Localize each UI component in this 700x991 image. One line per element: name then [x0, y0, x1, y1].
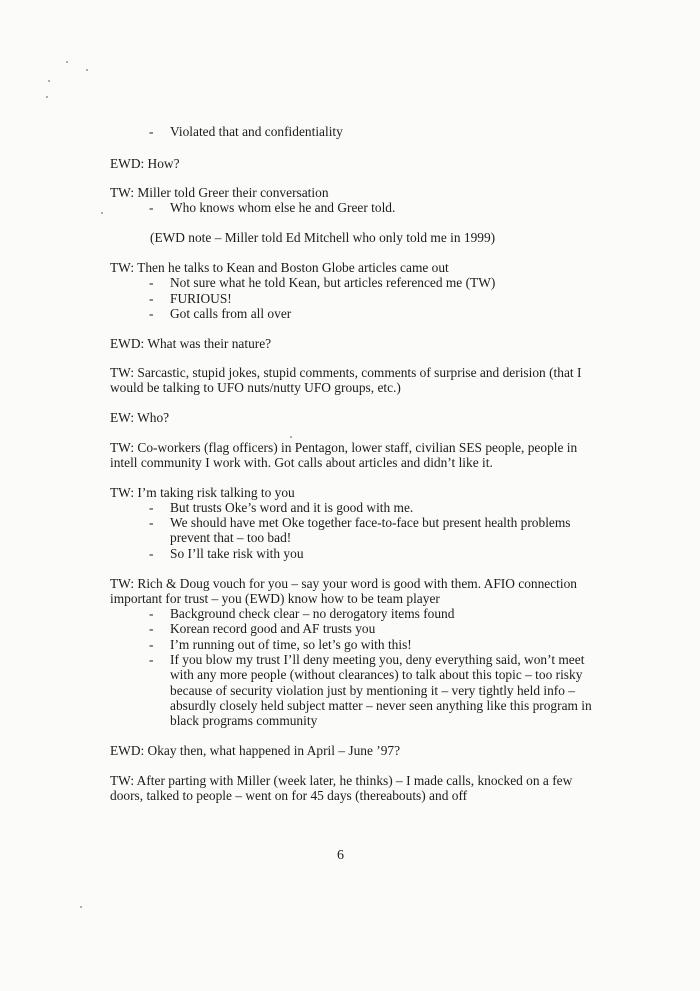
bullet-dash: -: [149, 546, 154, 561]
dialogue-line: TW: After parting with Miller (week later, he thinks) – I made calls, knocked on a few: [110, 773, 573, 788]
scan-speck: [101, 212, 103, 214]
bullet-dash: -: [149, 515, 154, 530]
dialogue-line: TW: Rich & Doug vouch for you – say your word is good with them. AFIO connection: [110, 576, 577, 591]
list-item: [149, 515, 571, 531]
list-item: [149, 621, 376, 637]
bullet-dash: -: [149, 291, 154, 306]
bullet-dash: -: [149, 652, 154, 667]
list-item-text: But trusts Oke’s word and it is good with me.: [170, 500, 414, 515]
list-item-text: Violated that and confidentiality: [170, 124, 343, 139]
list-item-continuation: prevent that – too bad!: [170, 530, 292, 545]
dialogue-line: TW: I’m taking risk talking to you: [110, 485, 295, 500]
list-item-continuation: because of security violation just by mentioning it – very tightly held info –: [170, 683, 575, 698]
dialogue-line: EW: Who?: [110, 410, 170, 425]
list-item: [149, 275, 496, 291]
list-item: [149, 291, 232, 307]
bullet-dash: -: [149, 124, 154, 139]
scan-speck: [48, 80, 50, 82]
list-item-text: Not sure what he told Kean, but articles referenced me (TW): [170, 275, 496, 290]
list-item-text: Background check clear – no derogatory items found: [170, 606, 455, 621]
bullet-dash: -: [149, 500, 154, 515]
list-item-text: If you blow my trust I’ll deny meeting you, deny everything said, won’t meet: [170, 652, 585, 667]
list-item-text: So I’ll take risk with you: [170, 546, 304, 561]
list-item: [149, 652, 585, 668]
dialogue-line: EWD: How?: [110, 156, 180, 171]
list-item-text: FURIOUS!: [170, 291, 232, 306]
editor-note: (EWD note – Miller told Ed Mitchell who only told me in 1999): [150, 230, 496, 245]
dialogue-line: would be talking to UFO nuts/nutty UFO groups, etc.): [110, 380, 401, 395]
list-item: [149, 124, 343, 140]
bullet-dash: -: [149, 306, 154, 321]
dialogue-line: intell community I work with. Got calls about articles and didn’t like it.: [110, 455, 493, 470]
dialogue-line: doors, talked to people – went on for 45 days (thereabouts) and off: [110, 788, 468, 803]
dialogue-line: EWD: What was their nature?: [110, 336, 272, 351]
scan-speck: [80, 906, 82, 908]
dialogue-line: TW: Sarcastic, stupid jokes, stupid comments, comments of surprise and derision (that I: [110, 365, 582, 380]
list-item: [149, 200, 396, 216]
list-item: [149, 306, 292, 322]
dialogue-line: TW: Co-workers (flag officers) in Pentagon, lower staff, civilian SES people, people in: [110, 440, 578, 455]
bullet-dash: -: [149, 200, 154, 215]
bullet-dash: -: [149, 606, 154, 621]
scan-speck: [290, 436, 292, 438]
scan-speck: [86, 69, 88, 71]
page-number: 6: [337, 848, 344, 863]
scan-speck: [46, 96, 48, 98]
dialogue-line: TW: Then he talks to Kean and Boston Globe articles came out: [110, 260, 449, 275]
dialogue-line: important for trust – you (EWD) know how to be team player: [110, 591, 440, 606]
scan-speck: [66, 61, 68, 63]
dialogue-line: TW: Miller told Greer their conversation: [110, 185, 329, 200]
bullet-dash: -: [149, 621, 154, 636]
bullet-dash: -: [149, 275, 154, 290]
list-item: [149, 546, 304, 562]
list-item-text: Got calls from all over: [170, 306, 292, 321]
list-item-text: Who knows whom else he and Greer told.: [170, 200, 396, 215]
list-item: [149, 637, 412, 653]
list-item: [149, 500, 414, 516]
list-item: [149, 606, 455, 622]
dialogue-line: EWD: Okay then, what happened in April – June ’97?: [110, 743, 401, 758]
list-item-continuation: with any more people (without clearances) to talk about this topic – too risky: [170, 667, 583, 682]
list-item-continuation: black programs community: [170, 713, 318, 728]
bullet-dash: -: [149, 637, 154, 652]
list-item-text: Korean record good and AF trusts you: [170, 621, 376, 636]
list-item-text: We should have met Oke together face-to-face but present health problems: [170, 515, 571, 530]
list-item-continuation: absurdly closely held subject matter – never seen anything like this program in: [170, 698, 592, 713]
list-item-text: I’m running out of time, so let’s go with this!: [170, 637, 412, 652]
